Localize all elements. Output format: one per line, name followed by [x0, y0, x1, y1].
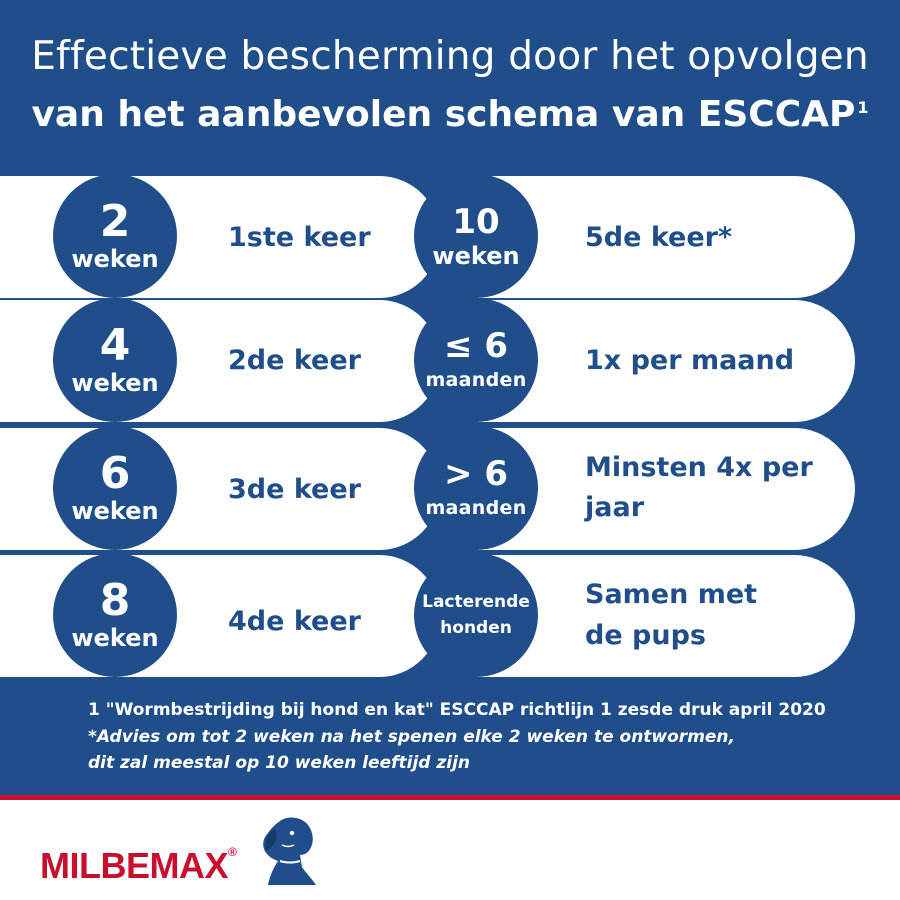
age-unit: maanden: [425, 369, 527, 391]
age-circle-over-6-months: [414, 426, 538, 550]
dose-label: 4de keer: [228, 606, 361, 637]
dose-label: 1ste keer: [228, 222, 371, 253]
age-circle-6-weeks: [53, 426, 177, 550]
age-circle-up-to-6-months: [414, 298, 538, 422]
age-circle-2-weeks: [53, 174, 177, 298]
age-circle-lactating-dogs: [414, 553, 538, 677]
dose-label-line-1: Samen met: [585, 579, 758, 610]
age-unit: weken: [71, 369, 159, 397]
title-line-2: van het aanbevolen schema van ESCCAP $^1$: [31, 94, 869, 135]
red-divider: [0, 795, 900, 800]
dose-label: 3de keer: [228, 474, 361, 505]
title-footnote-mark: 1: [857, 98, 869, 117]
footnote-reference: 1 "Wormbestrijding bij hond en kat" ESCCAP richtlijn 1 zesde druk april 2020: [88, 700, 826, 720]
dose-label: 5de keer*: [585, 222, 733, 253]
age-number: 2: [99, 196, 131, 247]
dose-label-line-1: Minsten 4x per: [585, 452, 813, 483]
age-unit: weken: [71, 245, 159, 273]
age-number: 8: [99, 575, 131, 626]
circle-text: Lacterende: [422, 592, 530, 612]
age-number: 6: [99, 448, 131, 499]
circle-text: honden: [440, 618, 512, 638]
age-number: 10: [452, 202, 500, 242]
age-unit: weken: [71, 624, 159, 652]
registered-mark: ®: [228, 845, 237, 859]
age-circle-8-weeks: [53, 553, 177, 677]
age-unit: weken: [432, 242, 520, 270]
title-line-1: Effectieve bescherming door het opvolgen: [31, 34, 869, 79]
age-number: > 6: [444, 454, 508, 494]
footnote-advice-line-2: dit zal meestal op 10 weken leeftijd zijn: [88, 753, 471, 773]
age-number: 4: [99, 320, 131, 371]
age-unit: maanden: [425, 497, 527, 519]
dose-label-line-2: jaar: [585, 492, 645, 523]
age-number: ≤ 6: [444, 326, 508, 366]
dose-label: 1x per maand: [585, 345, 795, 376]
brand-logo: MILBEMAX®: [40, 845, 237, 886]
dose-label: 2de keer: [228, 345, 361, 376]
dose-label-line-2: de pups: [585, 620, 706, 651]
age-circle-4-weeks: [53, 298, 177, 422]
age-circle-10-weeks: [414, 174, 538, 298]
footnote-advice-line-1: *Advies om tot 2 weken na het spenen elke 2 weken te ontwormen,: [88, 727, 735, 747]
dog-icon: [258, 815, 318, 887]
age-unit: weken: [71, 497, 159, 525]
